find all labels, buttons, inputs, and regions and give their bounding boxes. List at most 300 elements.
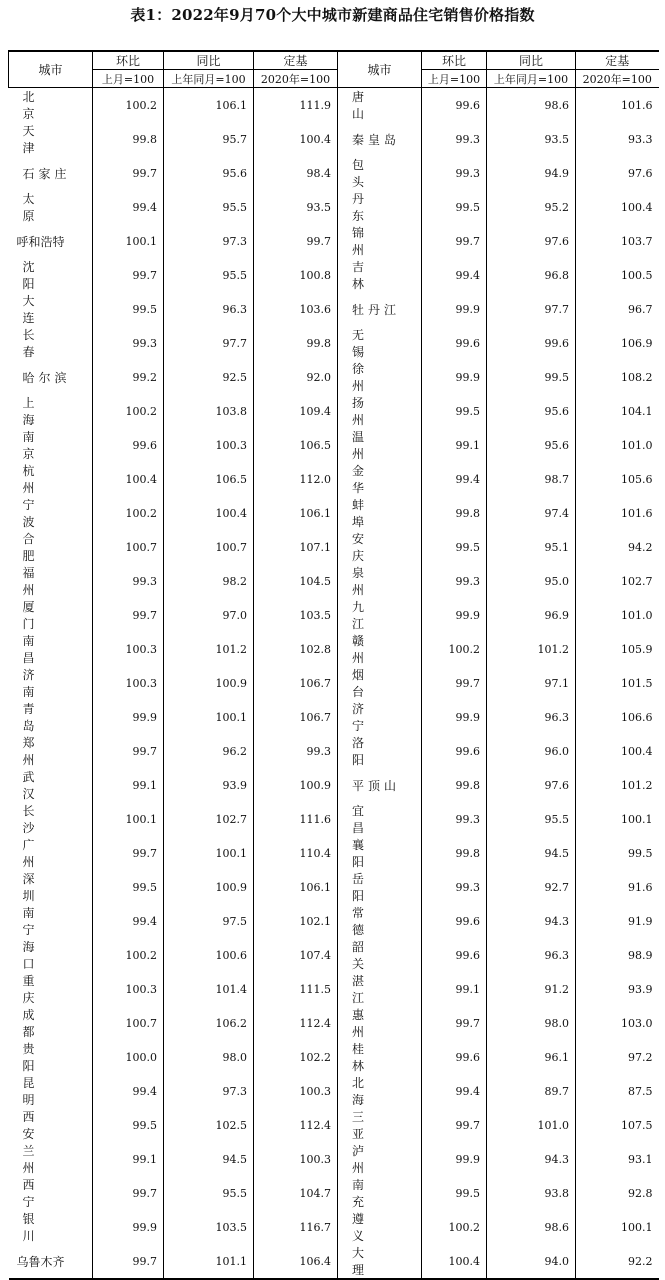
city-name-cell (9, 768, 93, 802)
yoy-value: 96.3 (164, 292, 254, 326)
fixed-value: 106.7 (254, 700, 338, 734)
table-row (9, 122, 659, 156)
table-row (9, 972, 659, 1006)
mom-value: 99.4 (422, 462, 487, 496)
city-name: 南宁 (22, 906, 61, 937)
header-fixed-left: 定基 (254, 51, 338, 70)
city-name: 洛阳 (352, 736, 391, 767)
mom-value: 100.1 (93, 224, 164, 258)
city-name-cell (9, 1210, 93, 1244)
fixed-value: 101.6 (576, 496, 659, 530)
table-row (9, 292, 659, 326)
mom-value: 100.1 (93, 802, 164, 836)
city-name: 桂林 (352, 1042, 391, 1073)
mom-value: 99.9 (422, 700, 487, 734)
yoy-value: 97.5 (164, 904, 254, 938)
city-name: 昆明 (22, 1076, 61, 1107)
city-name-cell (9, 258, 93, 292)
fixed-value: 100.1 (576, 802, 659, 836)
yoy-value: 97.4 (487, 496, 576, 530)
fixed-value: 103.6 (254, 292, 338, 326)
fixed-value: 106.4 (254, 1244, 338, 1279)
mom-value: 99.7 (422, 1006, 487, 1040)
mom-value: 99.3 (422, 802, 487, 836)
table-row (9, 258, 659, 292)
fixed-value: 102.7 (576, 564, 659, 598)
yoy-value: 96.8 (487, 258, 576, 292)
city-name-cell (338, 258, 422, 292)
mom-value: 99.9 (422, 1142, 487, 1176)
mom-value: 100.3 (93, 972, 164, 1006)
table-row (9, 326, 659, 360)
city-name-cell (338, 190, 422, 224)
mom-value: 99.3 (93, 326, 164, 360)
city-name: 扬州 (352, 396, 391, 427)
city-name: 南京 (22, 430, 61, 461)
fixed-value: 97.2 (576, 1040, 659, 1074)
city-name: 安庆 (352, 532, 391, 563)
yoy-value: 94.5 (164, 1142, 254, 1176)
city-name-cell (338, 802, 422, 836)
mom-value: 99.9 (93, 1210, 164, 1244)
fixed-value: 92.8 (576, 1176, 659, 1210)
mom-value: 99.7 (93, 156, 164, 190)
city-name: 锦州 (352, 226, 391, 257)
table-row (9, 394, 659, 428)
yoy-value: 102.5 (164, 1108, 254, 1142)
fixed-value: 104.1 (576, 394, 659, 428)
city-name: 丹东 (352, 192, 391, 223)
fixed-value: 98.9 (576, 938, 659, 972)
city-name: 北京 (22, 90, 61, 121)
city-name: 宜昌 (352, 804, 391, 835)
mom-value: 99.5 (422, 190, 487, 224)
city-name-cell (9, 870, 93, 904)
mom-value: 99.5 (93, 1108, 164, 1142)
mom-value: 99.4 (93, 904, 164, 938)
mom-value: 99.3 (422, 870, 487, 904)
yoy-value: 97.0 (164, 598, 254, 632)
mom-value: 99.5 (422, 394, 487, 428)
city-name-cell (9, 632, 93, 666)
city-name-cell (338, 394, 422, 428)
table-title: 表1：2022年9月70个大中城市新建商品住宅销售价格指数 (130, 6, 535, 24)
yoy-value: 89.7 (487, 1074, 576, 1108)
yoy-value: 95.0 (487, 564, 576, 598)
header-fixed-base-left: 2020年=100 (254, 70, 338, 88)
mom-value: 99.9 (422, 292, 487, 326)
mom-value: 99.8 (422, 836, 487, 870)
yoy-value: 95.5 (164, 190, 254, 224)
fixed-value: 100.4 (576, 734, 659, 768)
fixed-value: 99.8 (254, 326, 338, 360)
city-name-cell (9, 156, 93, 190)
mom-value: 99.8 (93, 122, 164, 156)
fixed-value: 100.3 (254, 1074, 338, 1108)
city-name: 长沙 (22, 804, 61, 835)
table-row (9, 836, 659, 870)
city-name: 福州 (22, 566, 61, 597)
city-name: 遵义 (352, 1212, 391, 1243)
yoy-value: 100.6 (164, 938, 254, 972)
yoy-value: 97.7 (164, 326, 254, 360)
city-name-cell (9, 802, 93, 836)
city-name-cell (9, 836, 93, 870)
fixed-value: 94.2 (576, 530, 659, 564)
mom-value: 99.8 (422, 768, 487, 802)
mom-value: 99.4 (422, 258, 487, 292)
city-name-cell (9, 1108, 93, 1142)
fixed-value: 99.7 (254, 224, 338, 258)
table-row (9, 360, 659, 394)
city-name-cell (338, 496, 422, 530)
fixed-value: 101.5 (576, 666, 659, 700)
mom-value: 99.6 (422, 1040, 487, 1074)
yoy-value: 95.6 (164, 156, 254, 190)
fixed-value: 101.0 (576, 598, 659, 632)
table-row (9, 462, 659, 496)
yoy-value: 100.1 (164, 700, 254, 734)
city-name-cell (338, 632, 422, 666)
city-name: 厦门 (22, 600, 61, 631)
yoy-value: 95.5 (164, 1176, 254, 1210)
yoy-value: 95.1 (487, 530, 576, 564)
yoy-value: 106.2 (164, 1006, 254, 1040)
city-name-cell (338, 1244, 422, 1279)
fixed-value: 87.5 (576, 1074, 659, 1108)
mom-value: 99.7 (422, 666, 487, 700)
mom-value: 100.7 (93, 530, 164, 564)
yoy-value: 99.5 (487, 360, 576, 394)
city-name: 蚌埠 (352, 498, 391, 529)
city-name: 合肥 (22, 532, 61, 563)
city-name: 济宁 (352, 702, 391, 733)
city-name: 兰州 (22, 1144, 61, 1175)
city-name-cell (338, 904, 422, 938)
fixed-value: 96.7 (576, 292, 659, 326)
yoy-value: 93.5 (487, 122, 576, 156)
city-name: 银川 (22, 1212, 61, 1243)
table-row (9, 1142, 659, 1176)
table-row (9, 530, 659, 564)
city-name-cell (338, 1074, 422, 1108)
header-mom-left: 环比 (93, 51, 164, 70)
table-row (9, 1006, 659, 1040)
yoy-value: 101.2 (487, 632, 576, 666)
city-name-cell (338, 1006, 422, 1040)
city-name-cell (9, 1142, 93, 1176)
header-city-right: 城市 (338, 51, 422, 88)
city-name-cell (338, 972, 422, 1006)
yoy-value: 97.3 (164, 1074, 254, 1108)
city-name: 湛江 (352, 974, 391, 1005)
mom-value: 99.4 (93, 190, 164, 224)
fixed-value: 101.0 (576, 428, 659, 462)
yoy-value: 96.0 (487, 734, 576, 768)
fixed-value: 112.4 (254, 1006, 338, 1040)
fixed-value: 93.3 (576, 122, 659, 156)
yoy-value: 101.0 (487, 1108, 576, 1142)
fixed-value: 100.1 (576, 1210, 659, 1244)
city-name: 深圳 (22, 872, 61, 903)
fixed-value: 106.5 (254, 428, 338, 462)
fixed-value: 106.9 (576, 326, 659, 360)
table-body (9, 88, 659, 1280)
city-name: 常德 (352, 906, 391, 937)
table-row (9, 1210, 659, 1244)
city-name-cell (338, 836, 422, 870)
mom-value: 99.3 (422, 122, 487, 156)
city-name-cell (9, 1074, 93, 1108)
city-name-cell (338, 870, 422, 904)
fixed-value: 92.2 (576, 1244, 659, 1279)
city-name: 泉州 (352, 566, 391, 597)
city-name-cell (338, 224, 422, 258)
yoy-value: 97.7 (487, 292, 576, 326)
fixed-value: 102.1 (254, 904, 338, 938)
city-name-cell (9, 326, 93, 360)
yoy-value: 100.1 (164, 836, 254, 870)
city-name-cell (338, 1176, 422, 1210)
table-row (9, 870, 659, 904)
city-name-cell (9, 1006, 93, 1040)
yoy-value: 100.4 (164, 496, 254, 530)
yoy-value: 101.2 (164, 632, 254, 666)
fixed-value: 101.2 (576, 768, 659, 802)
yoy-value: 99.6 (487, 326, 576, 360)
fixed-value: 106.6 (576, 700, 659, 734)
header-mom-base-right: 上月=100 (422, 70, 487, 88)
city-name-cell (338, 1142, 422, 1176)
table-row (9, 904, 659, 938)
header-city-left: 城市 (9, 51, 93, 88)
city-name: 天津 (22, 124, 61, 155)
city-name-cell (9, 360, 93, 394)
city-name: 呼和浩特 (16, 234, 65, 249)
city-name: 襄阳 (352, 838, 391, 869)
yoy-value: 92.7 (487, 870, 576, 904)
mom-value: 99.1 (422, 972, 487, 1006)
yoy-value: 94.9 (487, 156, 576, 190)
yoy-value: 95.5 (164, 258, 254, 292)
table-row (9, 938, 659, 972)
mom-value: 99.5 (422, 1176, 487, 1210)
fixed-value: 103.7 (576, 224, 659, 258)
city-name: 海口 (22, 940, 61, 971)
city-name: 赣州 (352, 634, 391, 665)
header-yoy-base-right: 上年同月=100 (487, 70, 576, 88)
city-name-cell (338, 360, 422, 394)
table-row (9, 496, 659, 530)
city-name: 郑州 (22, 736, 61, 767)
fixed-value: 103.5 (254, 598, 338, 632)
city-name-cell (9, 938, 93, 972)
mom-value: 99.7 (93, 1244, 164, 1279)
yoy-value: 93.8 (487, 1176, 576, 1210)
city-name: 太原 (22, 192, 61, 223)
city-name-cell (9, 972, 93, 1006)
city-name-cell (9, 904, 93, 938)
city-name: 乌鲁木齐 (16, 1254, 65, 1269)
mom-value: 99.1 (93, 768, 164, 802)
yoy-value: 101.4 (164, 972, 254, 1006)
mom-value: 99.6 (422, 88, 487, 123)
mom-value: 99.7 (93, 258, 164, 292)
fixed-value: 92.0 (254, 360, 338, 394)
city-name: 三亚 (352, 1110, 391, 1141)
mom-value: 99.6 (422, 734, 487, 768)
yoy-value: 97.6 (487, 224, 576, 258)
city-name: 平顶山 (352, 778, 401, 793)
fixed-value: 107.5 (576, 1108, 659, 1142)
yoy-value: 94.3 (487, 1142, 576, 1176)
yoy-value: 92.5 (164, 360, 254, 394)
table-row (9, 156, 659, 190)
city-name: 徐州 (352, 362, 391, 393)
city-name: 韶关 (352, 940, 391, 971)
mom-value: 99.9 (93, 700, 164, 734)
city-name: 牡丹江 (352, 302, 401, 317)
city-name: 青岛 (22, 702, 61, 733)
city-name-cell (9, 428, 93, 462)
table-row (9, 666, 659, 700)
mom-value: 100.3 (93, 666, 164, 700)
mom-value: 99.8 (422, 496, 487, 530)
fixed-value: 98.4 (254, 156, 338, 190)
city-name-cell (9, 564, 93, 598)
yoy-value: 103.5 (164, 1210, 254, 1244)
mom-value: 99.6 (422, 326, 487, 360)
table-row (9, 428, 659, 462)
city-name: 金华 (352, 464, 391, 495)
city-name: 上海 (22, 396, 61, 427)
yoy-value: 100.3 (164, 428, 254, 462)
fixed-value: 93.9 (576, 972, 659, 1006)
city-name-cell (338, 530, 422, 564)
fixed-value: 93.5 (254, 190, 338, 224)
mom-value: 100.2 (422, 632, 487, 666)
fixed-value: 116.7 (254, 1210, 338, 1244)
mom-value: 99.7 (93, 734, 164, 768)
yoy-value: 106.5 (164, 462, 254, 496)
city-name-cell (338, 1108, 422, 1142)
yoy-value: 106.1 (164, 88, 254, 123)
yoy-value: 95.6 (487, 428, 576, 462)
city-name-cell (338, 700, 422, 734)
fixed-value: 104.5 (254, 564, 338, 598)
mom-value: 100.2 (93, 394, 164, 428)
mom-value: 99.9 (422, 360, 487, 394)
fixed-value: 103.0 (576, 1006, 659, 1040)
mom-value: 99.7 (93, 1176, 164, 1210)
city-name: 九江 (352, 600, 391, 631)
city-name-cell (9, 122, 93, 156)
mom-value: 99.4 (422, 1074, 487, 1108)
table-row (9, 802, 659, 836)
city-name-cell (338, 938, 422, 972)
yoy-value: 101.1 (164, 1244, 254, 1279)
city-name-cell (338, 1040, 422, 1074)
mom-value: 99.4 (93, 1074, 164, 1108)
city-name-cell (9, 530, 93, 564)
mom-value: 99.6 (422, 938, 487, 972)
city-name: 重庆 (22, 974, 61, 1005)
mom-value: 100.2 (93, 88, 164, 123)
mom-value: 99.3 (422, 564, 487, 598)
table-row (9, 1040, 659, 1074)
city-name-cell (9, 700, 93, 734)
fixed-value: 112.4 (254, 1108, 338, 1142)
yoy-value: 102.7 (164, 802, 254, 836)
mom-value: 100.3 (93, 632, 164, 666)
city-name-cell (9, 190, 93, 224)
city-name: 吉林 (352, 260, 391, 291)
yoy-value: 95.2 (487, 190, 576, 224)
city-name-cell (338, 564, 422, 598)
fixed-value: 104.7 (254, 1176, 338, 1210)
mom-value: 99.7 (93, 836, 164, 870)
yoy-value: 96.1 (487, 1040, 576, 1074)
city-name: 长春 (22, 328, 61, 359)
city-name-cell (9, 462, 93, 496)
mom-value: 99.5 (422, 530, 487, 564)
city-name-cell (9, 292, 93, 326)
city-name: 北海 (352, 1076, 391, 1107)
city-name: 惠州 (352, 1008, 391, 1039)
table-row (9, 224, 659, 258)
table-row (9, 190, 659, 224)
yoy-value: 95.7 (164, 122, 254, 156)
city-name: 包头 (352, 158, 391, 189)
mom-value: 99.7 (93, 598, 164, 632)
yoy-value: 91.2 (487, 972, 576, 1006)
yoy-value: 95.6 (487, 394, 576, 428)
city-name-cell (9, 88, 93, 123)
fixed-value: 100.8 (254, 258, 338, 292)
yoy-value: 93.9 (164, 768, 254, 802)
city-name: 岳阳 (352, 872, 391, 903)
yoy-value: 96.3 (487, 938, 576, 972)
city-name: 成都 (22, 1008, 61, 1039)
yoy-value: 97.3 (164, 224, 254, 258)
city-name-cell (338, 88, 422, 123)
table-row (9, 1074, 659, 1108)
yoy-value: 100.9 (164, 666, 254, 700)
city-name-cell (338, 768, 422, 802)
mom-value: 100.7 (93, 1006, 164, 1040)
table-row (9, 768, 659, 802)
header-yoy-left: 同比 (164, 51, 254, 70)
header-fixed-base-right: 2020年=100 (576, 70, 659, 88)
mom-value: 99.6 (93, 428, 164, 462)
fixed-value: 102.8 (254, 632, 338, 666)
city-name: 秦皇岛 (352, 132, 401, 147)
fixed-value: 111.9 (254, 88, 338, 123)
city-name-cell (338, 598, 422, 632)
city-name: 泸州 (352, 1144, 391, 1175)
table-row (9, 564, 659, 598)
yoy-value: 96.3 (487, 700, 576, 734)
table-row (9, 1108, 659, 1142)
city-name-cell (338, 326, 422, 360)
mom-value: 99.7 (422, 1108, 487, 1142)
fixed-value: 99.3 (254, 734, 338, 768)
mom-value: 99.9 (422, 598, 487, 632)
mom-value: 99.6 (422, 904, 487, 938)
fixed-value: 112.0 (254, 462, 338, 496)
yoy-value: 94.0 (487, 1244, 576, 1279)
mom-value: 100.2 (93, 938, 164, 972)
